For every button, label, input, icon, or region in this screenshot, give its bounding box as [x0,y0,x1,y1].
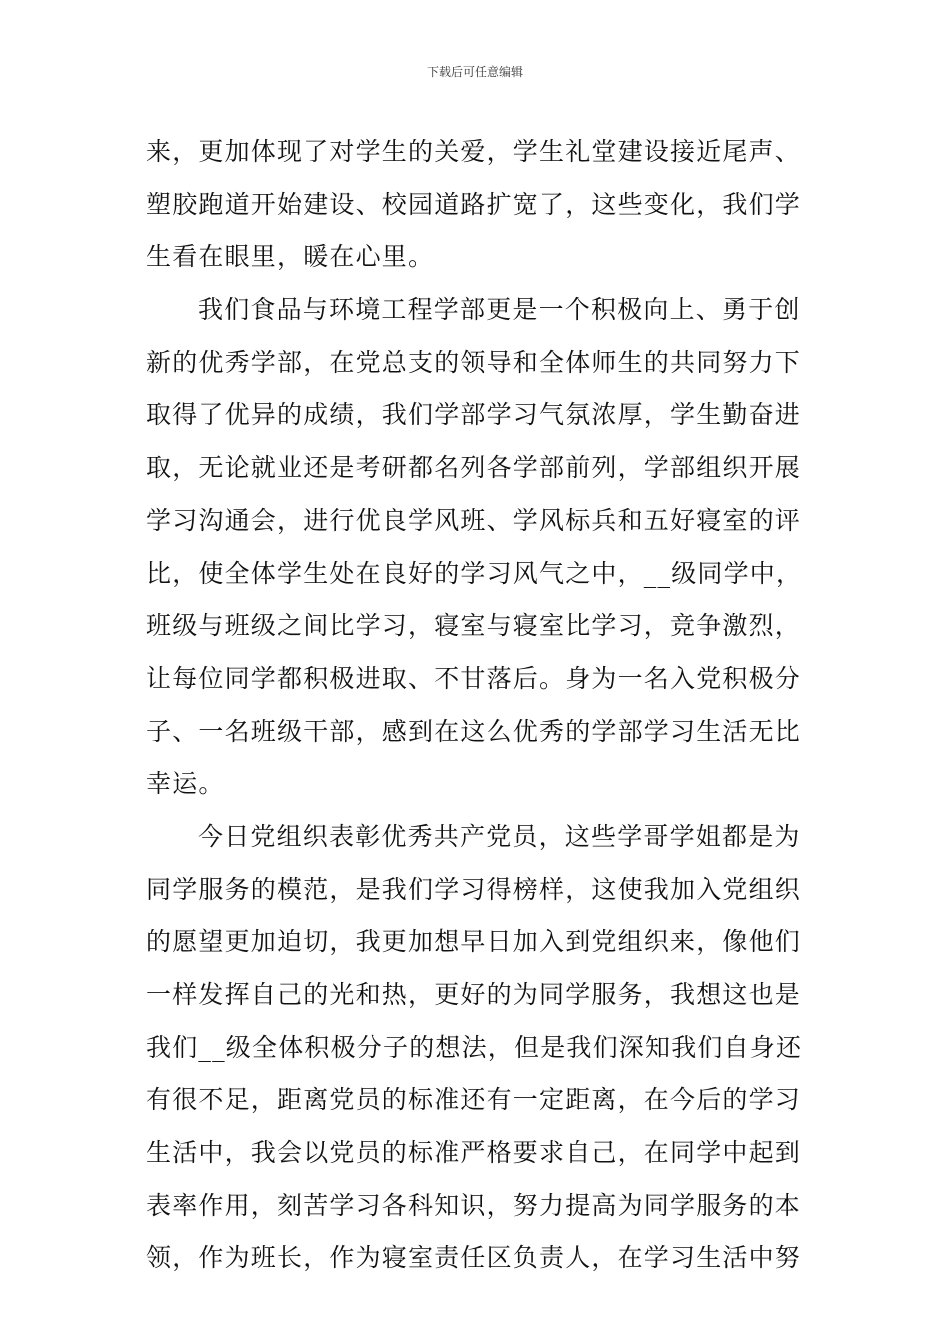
text-line: 有很不足，距离党员的标准还有一定距离，在今后的学习 [146,1085,802,1115]
text-line: 生看在眼里，暖在心里。 [146,242,435,272]
text-line: 比，使全体学生处在良好的学习风气之中，__级同学中， [146,558,803,588]
text-line: 领，作为班长，作为寝室责任区负责人，在学习生活中努 [146,1243,802,1273]
text-line: 生活中，我会以党员的标准严格要求自己，在同学中起到 [146,1138,802,1168]
text-line: 同学服务的模范，是我们学习得榜样，这使我加入党组织 [146,874,802,904]
text-line: 我们食品与环境工程学部更是一个积极向上、勇于创 [198,295,801,325]
text-line: 取，无论就业还是考研都名列各学部前列，学部组织开展 [146,453,802,483]
text-line: 让每位同学都积极进取、不甘落后。身为一名入党积极分 [146,663,802,693]
text-line: 今日党组织表彰优秀共产党员，这些学哥学姐都是为 [198,821,801,851]
text-line: 一样发挥自己的光和热，更好的为同学服务，我想这也是 [146,980,802,1009]
page-header: 下载后可任意编辑 [426,65,523,79]
text-line: 幸运。 [146,769,225,799]
text-line: 表率作用，刻苦学习各科知识，努力提高为同学服务的本 [146,1190,802,1220]
text-line: 班级与班级之间比学习，寝室与寝室比学习，竞争激烈， [146,611,802,641]
text-line: 我们__级全体积极分子的想法，但是我们深知我们自身还 [146,1032,803,1062]
text-line: 来，更加体现了对学生的关爱，学生礼堂建设接近尾声、 [146,137,802,166]
text-line: 塑胶跑道开始建设、校园道路扩宽了，这些变化，我们学 [146,189,802,219]
text-line: 新的优秀学部，在党总支的领导和全体师生的共同努力下 [146,347,802,377]
document-body [146,126,811,1285]
text-line: 取得了优异的成绩，我们学部学习气氛浓厚，学生勤奋进 [146,400,802,430]
text-line: 的愿望更加迫切，我更加想早日加入到党组织来，像他们 [146,927,802,957]
text-line: 子、一名班级干部，感到在这么优秀的学部学习生活无比 [146,716,802,746]
text-line: 学习沟通会，进行优良学风班、学风标兵和五好寝室的评 [146,505,802,535]
